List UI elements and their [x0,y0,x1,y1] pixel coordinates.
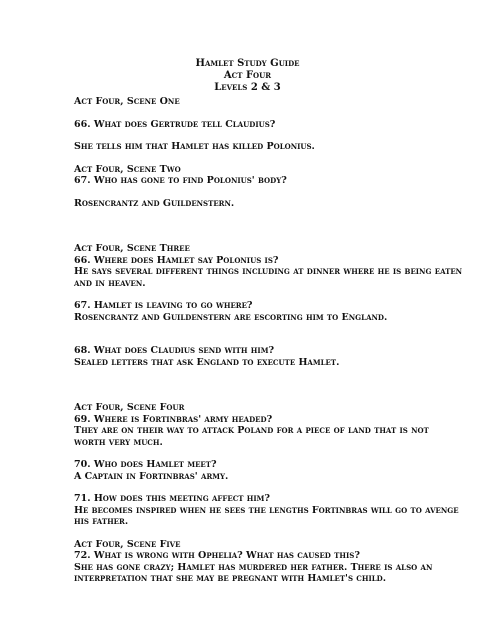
study-guide-content [74,96,463,585]
question-66-scene-one: 66. What does Gertrude tell Claudius? [74,118,276,130]
question-71: 71. How does this meeting affect him? [74,493,270,504]
answer-72-line-2: interpretation that she may be pregnant with Hamlet's child. [74,573,387,584]
answer-69-line-1: They are on their way to attack Poland for a piece of land that is not [74,425,429,436]
answer-68: Sealed letters that ask England to execute Hamlet. [74,356,340,368]
question-66-scene-three: 66. Where does Hamlet say Polonius is? [74,254,279,266]
scene-heading: Act Four, Scene One [74,96,180,107]
answer-66-scene-three-line-1: He says several different things including at dinner where he is being eaten [74,266,463,277]
document-title: Hamlet Study Guide [195,58,300,69]
answer-67-scene-two: Rosencrantz and Guildenstern. [74,197,235,209]
scene-heading: Act Four, Scene Five [74,538,181,550]
question-69: 69. Where is Fortinbras' army headed? [74,413,273,425]
answer-70: A Captain in Fortinbras' army. [74,470,229,482]
answer-71-line-2: his father. [74,516,129,527]
question-67-scene-two: 67. Who has gone to find Polonius' body? [74,175,287,186]
scene-heading: Act Four, Scene Four [74,402,185,413]
question-72: 72. What is wrong with Ophelia? What has caused this? [74,550,360,561]
answer-71-line-1: He becomes inspired when he sees the lengths Fortinbras will go to avenge [74,504,459,516]
document-subtitle-levels: Levels 2 & 3 [214,82,281,93]
question-68: 68. What does Claudius send with him? [74,345,275,356]
scene-heading: Act Four, Scene Three [74,243,190,254]
document-subtitle-act: Act Four [223,70,272,81]
document-title-block [0,58,495,94]
question-70: 70. Who does Hamlet meet? [74,459,217,470]
scene-heading: Act Four, Scene Two [74,163,181,175]
answer-69-line-2: worth very much. [74,436,163,448]
question-67-scene-three: 67. Hamlet is leaving to go where? [74,300,253,311]
answer-67-scene-three: Rosencrantz and Guildenstern are escorting him to England. [74,311,388,323]
answer-66-scene-three-line-2: and in heaven. [74,277,146,289]
answer-66-scene-one: She tells him that Hamlet has killed Polonius. [74,141,315,152]
answer-72-line-1: She has gone crazy; Hamlet has murdered her father. There is also an [74,561,433,573]
